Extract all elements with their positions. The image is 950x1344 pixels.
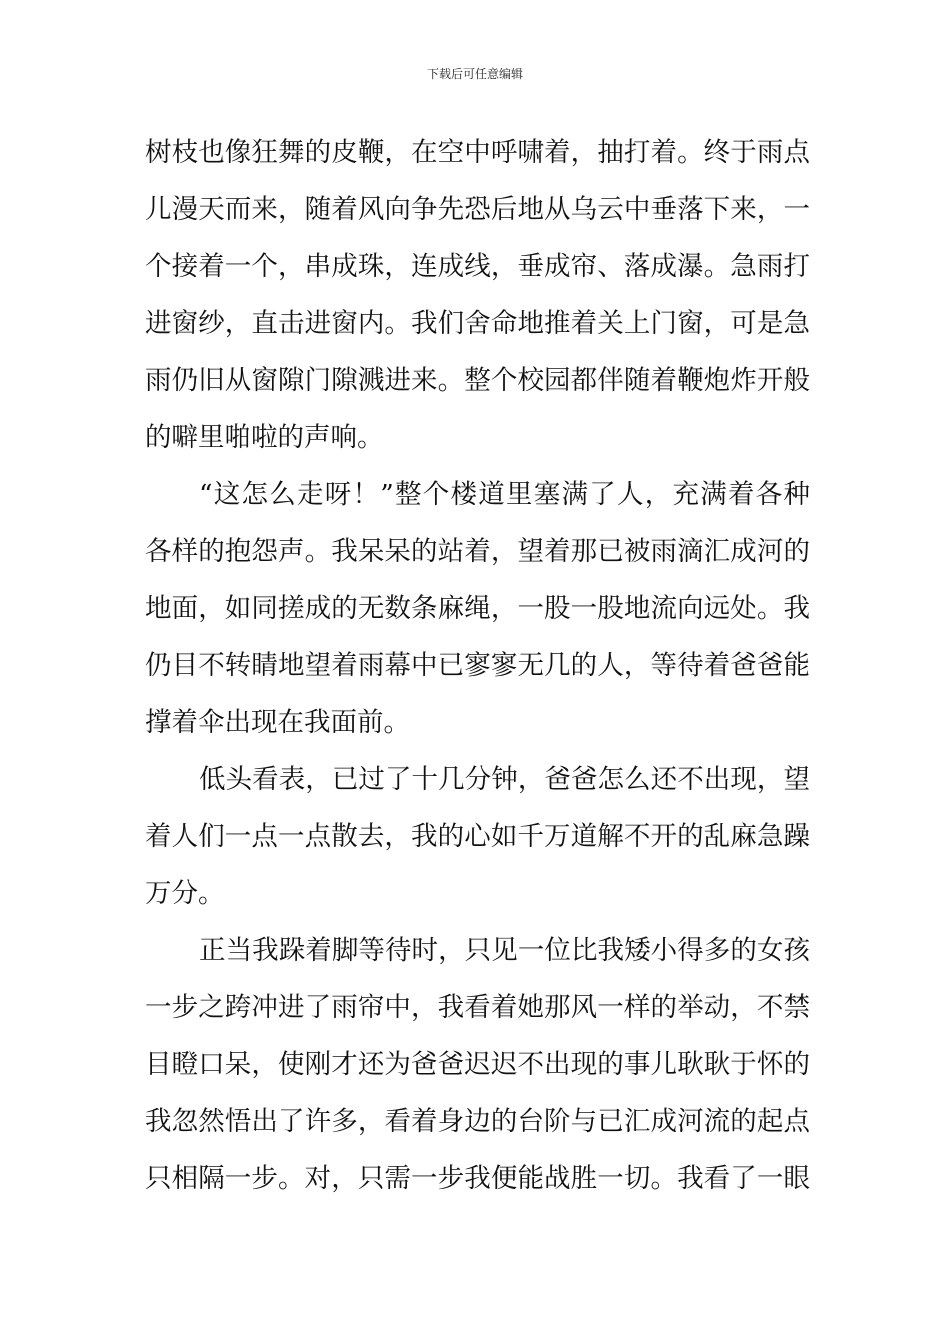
text-line: 地面，如同搓成的无数条麻绳，一股一股地流向远处。我 [145, 593, 810, 624]
text-line: 正当我跺着脚等待时，只见一位比我矮小得多的女孩 [199, 935, 810, 966]
text-line: 目瞪口呆，使刚才还为爸爸迟迟不出现的事儿耿耿于怀的 [145, 1049, 810, 1080]
text-line: 个接着一个，串成珠，连成线，垂成帘、落成瀑。急雨打 [145, 251, 810, 282]
text-line: 我忽然悟出了许多，看着身边的台阶与已汇成河流的起点 [145, 1106, 810, 1137]
text-line: 雨仍旧从窗隙门隙溅进来。整个校园都伴随着鞭炮炸开般 [145, 365, 810, 396]
text-line: 树枝也像狂舞的皮鞭，在空中呼啸着，抽打着。终于雨点 [145, 137, 810, 168]
text-line: 万分。 [145, 878, 225, 909]
text-line: 各样的抱怨声。我呆呆的站着，望着那已被雨滴汇成河的 [145, 536, 810, 567]
text-line: 进窗纱，直击进窗内。我们舍命地推着关上门窗，可是急 [145, 308, 810, 339]
text-line: 的噼里啪啦的声响。 [145, 422, 384, 453]
text-line: 一步之跨冲进了雨帘中，我看着她那风一样的举动，不禁 [145, 992, 810, 1023]
body-text [145, 124, 810, 1207]
text-line: 儿漫天而来，随着风向争先恐后地从乌云中垂落下来，一 [145, 194, 810, 225]
text-line: 着人们一点一点散去，我的心如千万道解不开的乱麻急躁 [145, 821, 810, 852]
page-header: 下载后可任意编辑 [426, 67, 523, 81]
text-line: 撑着伞出现在我面前。 [145, 707, 410, 738]
text-line: 只相隔一步。对，只需一步我便能战胜一切。我看了一眼 [145, 1163, 810, 1194]
text-line: 仍目不转睛地望着雨幕中已寥寥无几的人，等待着爸爸能 [145, 650, 810, 681]
text-line: 低头看表，已过了十几分钟，爸爸怎么还不出现，望 [199, 764, 810, 795]
text-line: “这怎么走呀！”整个楼道里塞满了人，充满着各种 [199, 479, 810, 510]
